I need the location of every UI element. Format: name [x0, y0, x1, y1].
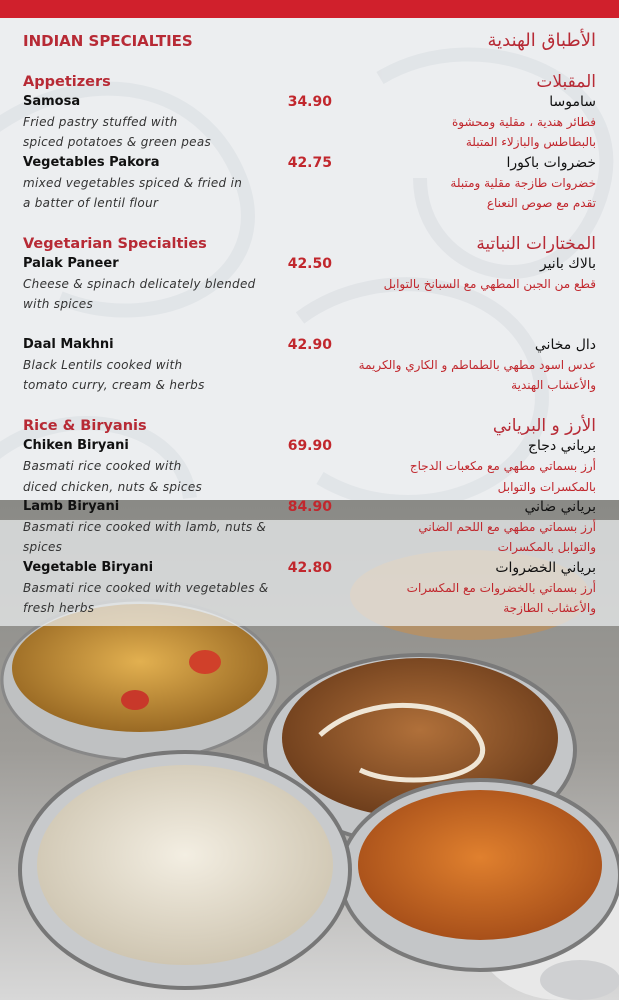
- section-title-arabic: الأرز و البرياني: [492, 415, 596, 436]
- item-description-arabic: والأعشاب الطازجة: [503, 601, 596, 615]
- item-name: Vegetable Biryani: [23, 559, 154, 575]
- item-description: tomato curry, cream & herbs: [23, 378, 205, 393]
- page-title: INDIAN SPECIALTIES: [23, 32, 193, 50]
- spacer: [0, 213, 619, 233]
- item-description-arabic: قطع من الجبن المطهي مع السبانخ بالتوابل: [383, 277, 596, 291]
- menu-item: [0, 254, 619, 274]
- item-description-arabic: فطائر هندية ، مقلية ومحشوة: [451, 115, 596, 129]
- menu-item: [0, 436, 619, 456]
- item-description: with spices: [23, 297, 94, 312]
- spacer: [0, 396, 619, 416]
- item-description-line: [0, 477, 619, 497]
- item-description-arabic: عدس اسود مطهي بالطماطم و الكاري والكريمة: [358, 358, 596, 372]
- item-description: Basmati rice cooked with lamb, nuts &: [23, 520, 267, 534]
- spacer: [0, 315, 619, 335]
- menu-item: [0, 497, 619, 517]
- item-description: Black Lentils cooked with: [23, 358, 183, 372]
- item-description: fresh herbs: [23, 601, 95, 615]
- item-name: Lamb Biryani: [23, 498, 120, 514]
- section-header: [0, 234, 619, 254]
- item-description-line: [0, 517, 619, 537]
- section-header: [0, 416, 619, 436]
- menu-item: [0, 153, 619, 173]
- item-price: 42.75: [287, 154, 332, 171]
- menu-title-row: [0, 31, 619, 51]
- menu-item: [0, 92, 619, 112]
- item-price: 84.90: [287, 498, 332, 515]
- item-name-arabic: برياني ضاني: [524, 498, 596, 515]
- item-description-line: [0, 598, 619, 618]
- item-description-arabic: بالبطاطس والبازلاء المتبلة: [465, 135, 596, 150]
- section-title: Appetizers: [23, 73, 111, 90]
- page-title-arabic: الأطباق الهندية: [487, 30, 596, 51]
- section-title: Vegetarian Specialties: [23, 235, 207, 252]
- item-price: 42.80: [287, 559, 332, 576]
- item-description-arabic: خضروات طازجة مقلية ومتبلة: [450, 175, 596, 190]
- item-description: spiced potatoes & green peas: [23, 135, 212, 150]
- section-title-arabic: المختارات النباتية: [476, 233, 596, 254]
- menu-item: [0, 558, 619, 578]
- item-name: Vegetables Pakora: [23, 154, 160, 170]
- item-description-arabic: والتوابل بالمكسرات: [497, 540, 596, 555]
- item-description-line: [0, 112, 619, 132]
- section-header: [0, 72, 619, 92]
- section-title-arabic: المقبلات: [536, 71, 596, 92]
- item-name-arabic: برياني الخضروات: [495, 559, 596, 576]
- item-name-arabic: ساموسا: [549, 93, 596, 110]
- item-price: 42.50: [287, 255, 332, 272]
- item-price: 34.90: [287, 93, 332, 110]
- item-name: Palak Paneer: [23, 255, 119, 271]
- item-name-arabic: دال مخاني: [534, 336, 596, 353]
- item-description-arabic: تقدم مع صوص النعناع: [486, 196, 596, 210]
- item-description: spices: [23, 540, 63, 555]
- item-description-line: [0, 294, 619, 314]
- item-description: a batter of lentil flour: [23, 196, 159, 210]
- item-description: Cheese & spinach delicately blended: [23, 277, 256, 291]
- item-description-arabic: أرز بسماتي مطهي مع مكعبات الدجاج: [409, 459, 596, 474]
- item-description: diced chicken, nuts & spices: [23, 479, 203, 494]
- item-description-arabic: بالمكسرات والتوابل: [497, 479, 596, 494]
- item-description-line: [0, 375, 619, 395]
- item-description-arabic: أرز بسماتي بالخضروات مع المكسرات: [406, 580, 596, 595]
- top-red-bar: [0, 0, 619, 18]
- item-description-line: [0, 274, 619, 294]
- item-description-arabic: والأعشاب الهندية: [511, 378, 596, 393]
- item-name-arabic: برياني دجاج: [528, 438, 596, 454]
- item-description-arabic: أرز بسماتي مطهي مع اللحم الضاني: [418, 520, 596, 534]
- item-description-line: [0, 355, 619, 375]
- menu-item: [0, 335, 619, 355]
- spacer: [0, 51, 619, 71]
- item-description-line: [0, 578, 619, 598]
- item-name: Chiken Biryani: [23, 438, 129, 453]
- item-name: Samosa: [23, 93, 81, 109]
- item-price: 42.90: [287, 336, 332, 353]
- item-description-line: [0, 173, 619, 193]
- item-description: mixed vegetables spiced & fried in: [23, 175, 243, 190]
- item-name: Daal Makhni: [23, 336, 114, 352]
- section-title: Rice & Biryanis: [23, 417, 147, 434]
- item-description: Basmati rice cooked with: [23, 459, 182, 474]
- item-name-arabic: خضروات باكورا: [506, 154, 596, 171]
- item-description-line: [0, 456, 619, 476]
- item-description: Fried pastry stuffed with: [23, 115, 178, 129]
- item-name-arabic: بالاك بانير: [539, 255, 596, 272]
- item-description-line: [0, 537, 619, 557]
- item-description-line: [0, 193, 619, 213]
- item-description-line: [0, 132, 619, 152]
- item-description: Basmati rice cooked with vegetables &: [23, 580, 269, 595]
- menu-content: [0, 31, 619, 618]
- item-price: 69.90: [287, 438, 332, 454]
